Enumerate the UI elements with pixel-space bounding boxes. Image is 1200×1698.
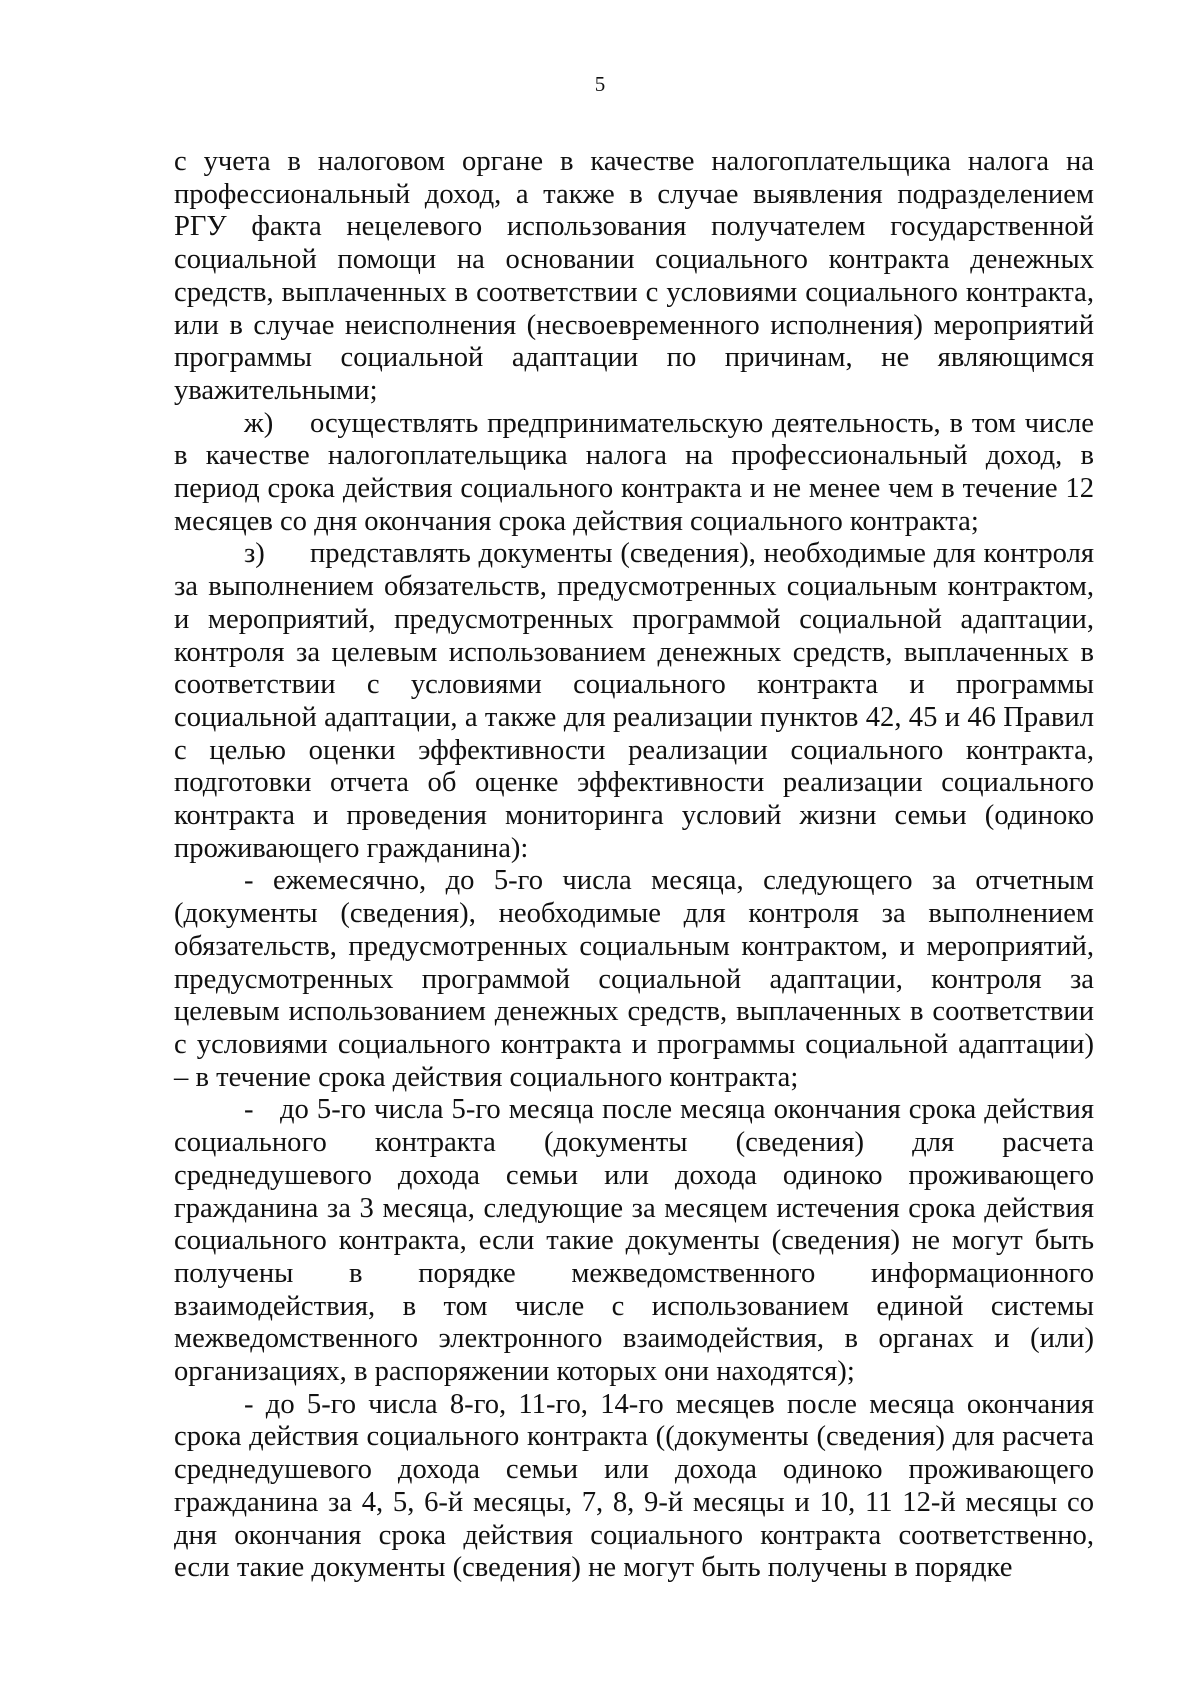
list-marker: ж) xyxy=(244,407,274,439)
paragraph-dash-later-months xyxy=(174,1389,1094,1585)
list-marker: з) xyxy=(244,538,265,570)
paragraph-dash-monthly xyxy=(174,865,1094,1094)
paragraph-item-z xyxy=(174,538,1094,865)
paragraph-text: с учета в налоговом органе в качестве налогоплательщика налога на профессиональный доход, а также в случае выявления подразделением РГУ факта нецелевого использования получателем государственной социальной помощи на основании социального контракта денежных средств, выплаченных в соответствии с условиями социального контракта, или в случае неисполнения (несвоевременного исполнения) мероприятий программы социальной адаптации по причинам, не являющимся уважительными; xyxy=(174,146,1094,406)
paragraph-text: - до 5-го числа 8-го, 11-го, 14-го месяцев после месяца окончания срока действия социального контракта ((документы (сведения) для расчета среднедушевого дохода семьи или дохода одиноко проживающего гражданина за 4, 5, 6-й месяцы, 7, 8, 9-й месяцы и 10, 11 12-й месяцы со дня окончания срока действия социального контракта соответственно, если такие документы (сведения) не могут быть получены в порядке xyxy=(174,1388,1094,1584)
list-marker: - xyxy=(244,1094,254,1126)
paragraph-text: до 5-го числа 5-го месяца после месяца окончания срока действия социального контракта (документы (сведения) для расчета среднедушевого дохода семьи или дохода одиноко проживающего гражданина за 3 месяца, следующие за месяцем истечения срока действия социального контракта, если такие документы (сведения) не могут быть получены в порядке межведомственного информационного взаимодействия, в том числе с использованием единой системы межведомственного электронного взаимодействия, в органах и (или) организациях, в распоряжении которых они находятся); xyxy=(174,1094,1094,1388)
paragraph-text: - ежемесячно, до 5-го числа месяца, следующего за отчетным (документы (сведения), необходимые для контроля за выполнением обязательств, предусмотренных социальным контрактом, и мероприятий, предусмотренных программой социальной адаптации, контроля за целевым использованием денежных средств, выплаченных в соответствии с условиями социального контракта и программы социальной адаптации) – в течение срока действия социального контракта; xyxy=(174,865,1094,1093)
paragraph-text: представлять документы (сведения), необходимые для контроля за выполнением обязательств, предусмотренных социальным контрактом, и мероприятий, предусмотренных программой социальной адаптации, контроля за целевым использованием денежных средств, выплаченных в соответствии с условиями социального контракта и программы социальной адаптации, а также для реализации пунктов 42, 45 и 46 Правил с целью оценки эффективности реализации социального контракта, подготовки отчета об оценке эффективности реализации социального контракта и проведения мониторинга условий жизни семьи (одиноко проживающего гражданина): xyxy=(174,538,1094,864)
paragraph-dash-fifth-month xyxy=(174,1094,1094,1388)
page-number: 5 xyxy=(594,72,606,96)
paragraph-text: осуществлять предпринимательскую деятельность, в том числе в качестве налогоплательщика налога на профессиональный доход, в период срока действия социального контракта и не менее чем в течение 12 месяцев со дня окончания срока действия социального контракта; xyxy=(174,407,1094,537)
paragraph-continuation xyxy=(174,146,1094,408)
paragraph-item-zh xyxy=(174,408,1094,539)
document-body xyxy=(174,146,1094,1585)
